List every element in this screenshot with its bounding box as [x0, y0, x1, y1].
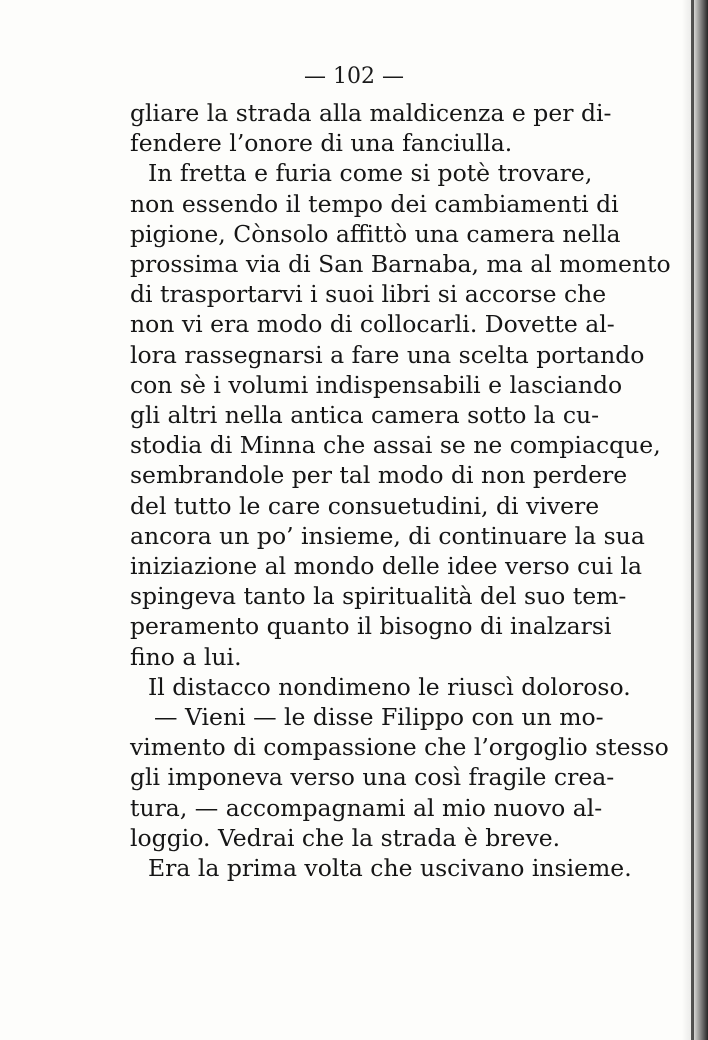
text-line: fino a lui.: [130, 642, 242, 671]
text-line: — Vieni — le disse Filippo con un mo-: [154, 703, 604, 732]
text-line: tura, — accompagnami al mio nuovo al-: [130, 793, 603, 822]
text-line: stodia di Minna che assai se ne compiacque,: [130, 431, 661, 460]
text-line: iniziazione al mondo delle idee verso cui la: [130, 552, 642, 581]
text-line: peramento quanto il bisogno di inalzarsi: [130, 612, 612, 641]
text-line: pigione, Cònsolo affittò una camera nella: [130, 219, 621, 248]
text-line: lora rassegnarsi a fare una scelta portando: [130, 340, 645, 369]
text-line: ancora un po’ insieme, di continuare la sua: [130, 521, 645, 550]
text-line: loggio. Vedrai che la strada è breve.: [130, 823, 561, 852]
text-line: gli altri nella antica camera sotto la cu-: [130, 401, 600, 430]
text-line: con sè i volumi indispensabili e lasciando: [130, 370, 623, 399]
text-line: spingeva tanto la spiritualità del suo tem-: [130, 582, 627, 611]
text-line: non essendo il tempo dei cambiamenti di: [130, 189, 619, 218]
page-edge-shadow: [682, 0, 708, 1040]
text-line: gli imponeva verso una così fragile crea-: [130, 763, 615, 792]
text-line: prossima via di San Barnaba, ma al momento: [130, 250, 671, 279]
text-line: non vi era modo di collocarli. Dovette al-: [130, 310, 615, 339]
text-line: di trasportarvi i suoi libri si accorse che: [130, 280, 607, 309]
text-line: vimento di compassione che l’orgoglio stesso: [130, 733, 669, 762]
text-line: fendere l’onore di una fanciulla.: [130, 129, 513, 158]
text-line: Il distacco nondimeno le riuscì doloroso.: [148, 672, 631, 701]
page-number: — 102 —: [304, 64, 404, 89]
text-line: gliare la strada alla maldicenza e per di-: [130, 99, 612, 127]
text-line: del tutto le care consuetudini, di vivere: [130, 491, 600, 520]
body-text: [130, 98, 671, 883]
text-line: In fretta e furia come si potè trovare,: [148, 159, 593, 188]
text-line: sembrandole per tal modo di non perdere: [130, 461, 628, 490]
text-line: Era la prima volta che uscivano insieme.: [148, 854, 632, 883]
